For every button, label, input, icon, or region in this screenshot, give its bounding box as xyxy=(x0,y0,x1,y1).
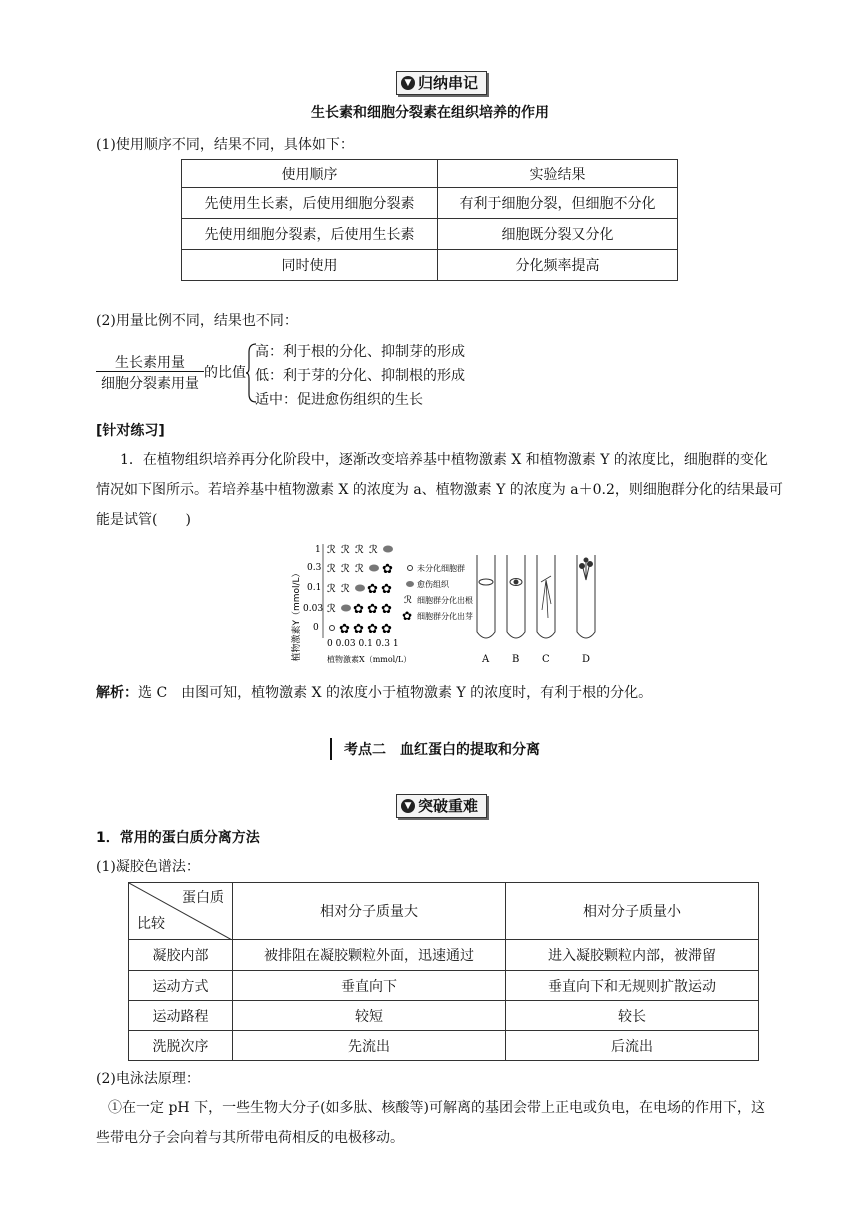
svg-text:✿: ✿ xyxy=(367,622,378,637)
sub-heading: (2)电泳法原理： xyxy=(96,1071,200,1087)
svg-text:✿: ✿ xyxy=(382,562,393,577)
answer xyxy=(96,682,652,702)
section-badge xyxy=(396,794,487,818)
table-cell: 被排阻在凝胶颗粒外面，迅速通过 xyxy=(233,940,506,971)
section-heading: 生长素和细胞分裂素在组织培养的作用 xyxy=(311,105,549,121)
cell-grid xyxy=(323,543,393,638)
usage-order-table xyxy=(181,159,678,281)
svg-text:✿: ✿ xyxy=(381,602,392,617)
corner-bottom: 比较 xyxy=(137,916,165,932)
table-cell: 同时使用 xyxy=(182,250,438,281)
y-tick: 0.3 xyxy=(307,563,322,573)
answer-label: 解析： xyxy=(96,685,138,701)
triangle-down-icon: ▼ xyxy=(401,799,415,813)
section-badge xyxy=(396,71,487,95)
answer-text: 选 C 由图可知，植物激素 X 的浓度小于植物激素 Y 的浓度时，有利于根的分化。 xyxy=(138,685,653,701)
svg-text:ℛ: ℛ xyxy=(355,543,364,556)
svg-text:ℛ: ℛ xyxy=(355,562,364,575)
badge-label: 归纳串记 xyxy=(418,74,479,92)
svg-text:✿: ✿ xyxy=(367,602,378,617)
table-cell: 凝胶内部 xyxy=(129,940,233,971)
legend xyxy=(402,563,473,623)
svg-text:ℛ: ℛ xyxy=(327,602,336,615)
svg-text:✿: ✿ xyxy=(339,622,350,637)
ratio-case: 高：利于根的分化、抑制芽的形成 xyxy=(255,344,465,360)
table-cell: 垂直向下和无规则扩散运动 xyxy=(506,971,759,1001)
tube-label: B xyxy=(512,654,520,665)
ratio-suffix: 的比值 xyxy=(204,365,246,381)
table-cell: 进入凝胶颗粒内部，被滞留 xyxy=(506,940,759,971)
table-cell: 运动方式 xyxy=(129,971,233,1001)
hormone-figure xyxy=(285,540,605,670)
fraction-numerator: 生长素用量 xyxy=(115,355,185,371)
svg-text:ℛ: ℛ xyxy=(341,582,350,595)
svg-text:✿: ✿ xyxy=(381,582,392,597)
section-heading: 1．常用的蛋白质分离方法 xyxy=(96,830,260,846)
sub-heading: (1)凝胶色谱法： xyxy=(96,859,200,875)
table-cell: 先使用细胞分裂素，后使用生长素 xyxy=(182,219,438,250)
table-cell: 后流出 xyxy=(506,1031,759,1061)
svg-text:ℛ: ℛ xyxy=(327,543,336,556)
table-cell: 垂直向下 xyxy=(233,971,506,1001)
x-tick-labels: 0 0.03 0.1 0.3 1 xyxy=(327,639,399,649)
table-header: 使用顺序 xyxy=(182,160,438,188)
section-title: 考点二 血红蛋白的提取和分离 xyxy=(344,742,540,758)
svg-text:ℛ: ℛ xyxy=(369,543,378,556)
corner-top: 蛋白质 xyxy=(182,890,224,906)
test-tubes xyxy=(477,555,595,638)
table-header: 相对分子质量小 xyxy=(506,883,759,940)
question-line: 1．在植物组织培养再分化阶段中，逐渐改变培养基中植物激素 X 和植物激素 Y 的浓度比，细胞群的变化 xyxy=(120,452,768,468)
ratio-case: 低：利于芽的分化、抑制根的形成 xyxy=(255,368,465,384)
paragraph-line: 些带电分子会向着与其所带电荷相反的电极移动。 xyxy=(96,1130,404,1146)
practice-label: [针对练习] xyxy=(96,423,165,439)
table-header: 相对分子质量大 xyxy=(233,883,506,940)
svg-text:ℛ: ℛ xyxy=(341,543,350,556)
table-cell: 有利于细胞分裂，但细胞不分化 xyxy=(438,188,678,219)
table-cell: 较短 xyxy=(233,1001,506,1031)
ratio-case: 适中：促进愈伤组织的生长 xyxy=(255,392,423,408)
legend-item: 未分化细胞群 xyxy=(417,564,465,573)
y-axis-label: 植物激素Y（mmol/L） xyxy=(292,568,302,662)
x-axis-label: 植物激素X（mmol/L） xyxy=(327,655,412,664)
tube-label: A xyxy=(482,654,490,665)
svg-text:ℛ: ℛ xyxy=(404,595,412,606)
tube-label: C xyxy=(542,654,550,665)
table-cell: 先使用生长素，后使用细胞分裂素 xyxy=(182,188,438,219)
table-cell: 细胞既分裂又分化 xyxy=(438,219,678,250)
table-header: 实验结果 xyxy=(438,160,678,188)
legend-item: 细胞群分化出芽 xyxy=(417,612,473,621)
legend-item: 愈伤组织 xyxy=(417,580,449,589)
legend-item: 细胞群分化出根 xyxy=(417,596,473,605)
table-cell: 运动路程 xyxy=(129,1001,233,1031)
title-marker xyxy=(330,738,332,760)
corner-cell xyxy=(129,883,233,940)
question-line: 情况如下图所示。若培养基中植物激素 X 的浓度为 a、植物激素 Y 的浓度为 a＋0.2，则细胞群分化的结果最可 xyxy=(96,482,783,498)
intro-text: (1)使用顺序不同，结果不同，具体如下： xyxy=(96,137,354,153)
y-tick: 0.1 xyxy=(307,583,322,593)
svg-text:ℛ: ℛ xyxy=(327,582,336,595)
fraction-denominator: 细胞分裂素用量 xyxy=(101,376,199,392)
paragraph-line: ①在一定 pH 下，一些生物大分子(如多肽、核酸等)可解离的基团会带上正电或负电，在电场的作用下，这 xyxy=(108,1100,765,1116)
svg-text:✿: ✿ xyxy=(367,582,378,597)
fraction-bar xyxy=(96,371,204,372)
svg-text:✿: ✿ xyxy=(353,622,364,637)
table-cell: 较长 xyxy=(506,1001,759,1031)
intro-text: (2)用量比例不同，结果也不同： xyxy=(96,313,298,329)
question-line: 能是试管( ) xyxy=(96,512,191,528)
gel-chromatography-table xyxy=(128,882,759,1061)
svg-text:✿: ✿ xyxy=(381,622,392,637)
triangle-down-icon: ▼ xyxy=(401,76,415,90)
svg-text:ℛ: ℛ xyxy=(327,562,336,575)
y-tick: 0.03 xyxy=(303,604,324,614)
svg-text:✿: ✿ xyxy=(353,602,364,617)
svg-text:ℛ: ℛ xyxy=(341,562,350,575)
y-tick: 1 xyxy=(315,545,321,555)
table-cell: 洗脱次序 xyxy=(129,1031,233,1061)
table-cell: 先流出 xyxy=(233,1031,506,1061)
tube-label: D xyxy=(582,654,591,665)
y-tick: 0 xyxy=(313,623,319,633)
table-cell: 分化频率提高 xyxy=(438,250,678,281)
svg-text:✿: ✿ xyxy=(402,609,413,623)
badge-label: 突破重难 xyxy=(418,797,479,815)
